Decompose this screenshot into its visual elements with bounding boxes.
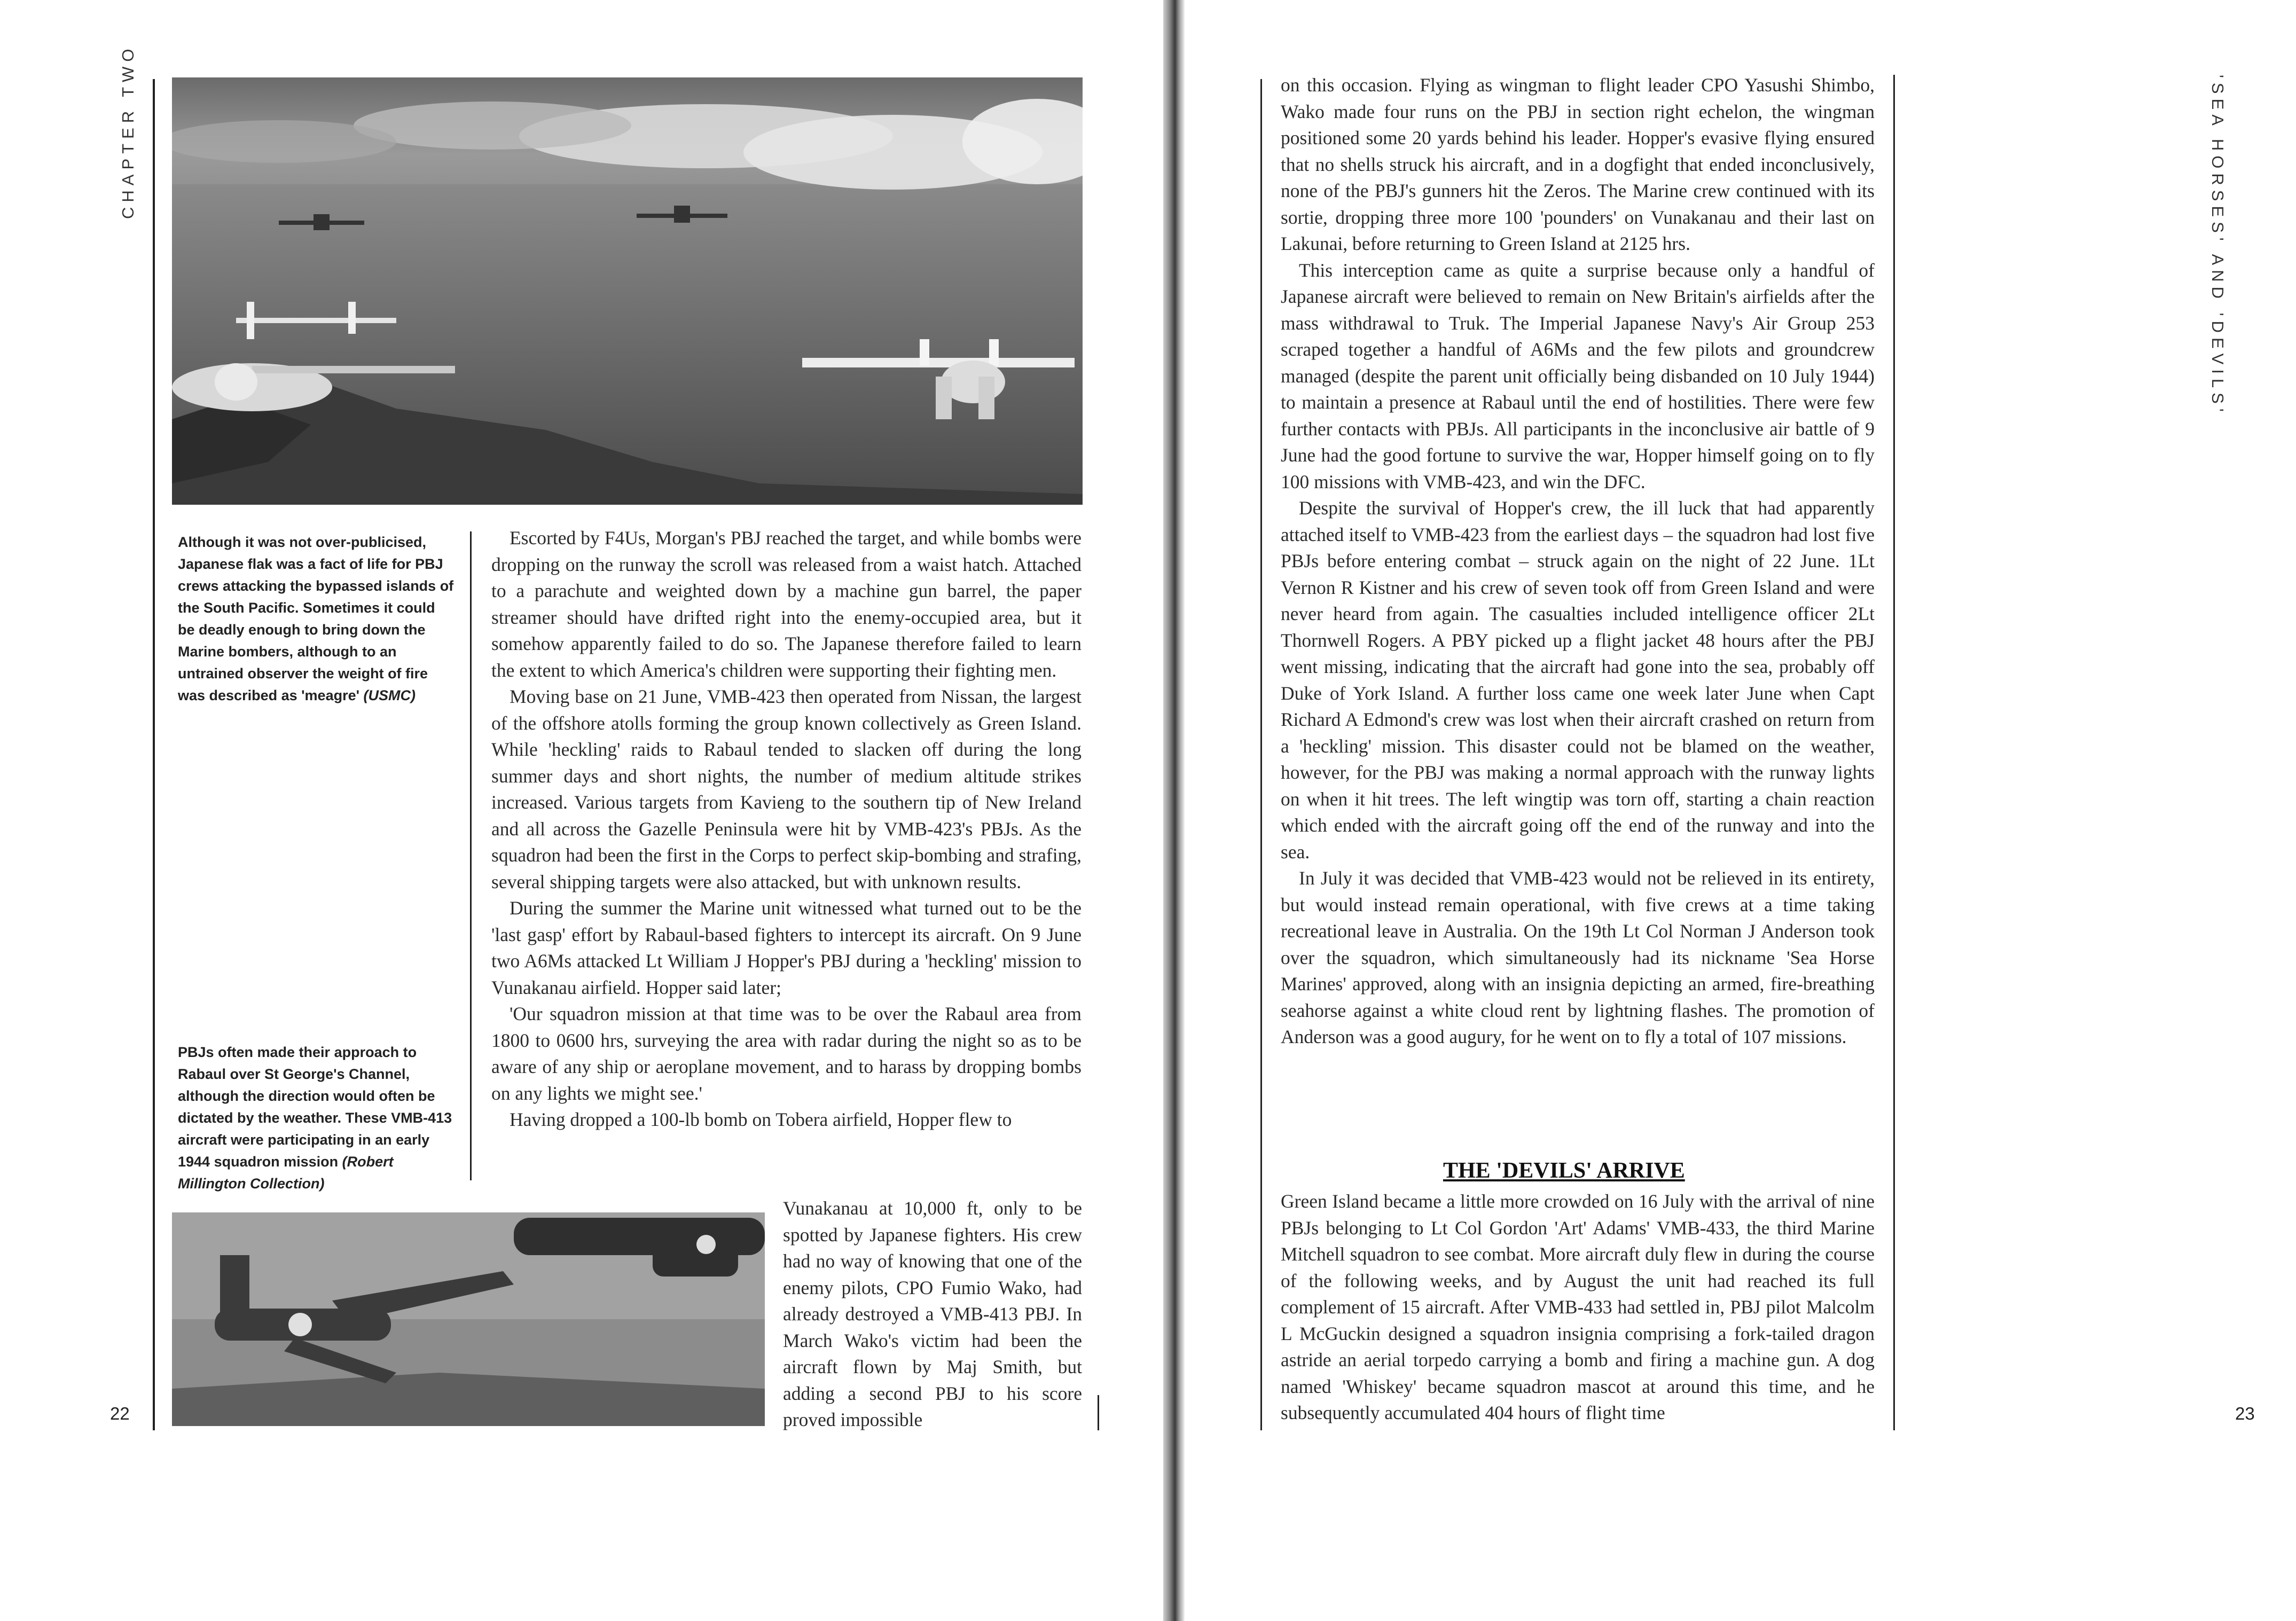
book-gutter <box>1163 0 1185 1621</box>
right-paragraph: Despite the survival of Hopper's crew, the ill luck that had apparently attached itself to VMB-423 from the earliest days – the squadron had lost five PBJs before entering combat – struck again on the night of 22 June. 1Lt Vernon R Kistner and his crew of seven took off from Green Island and were never heard from again. The casualties included intelligence officer 2Lt Thornwell Rogers. A PBY picked up a flight jacket 48 hours after the PBJ went missing, indicating that the aircraft had gone into the sea, probably off Duke of York Island. A further loss came one week later June when Capt Richard A Edmond's crew was lost when their aircraft crashed on return from a 'heckling' mission. This disaster could not be blamed on the weather, however, for the PBJ was making a normal approach with the runway lights on when it hit trees. The left wingtip was torn off, starting a chain reaction which ended with the aircraft going off the end of the runway and into the sea. <box>1281 497 1875 863</box>
left-body-column <box>491 525 1082 1133</box>
left-margin-rule <box>153 79 155 1430</box>
photo-bombers-formation <box>172 77 1083 505</box>
caption-bottom <box>178 1041 456 1195</box>
left-paragraph: Having dropped a 100-lb bomb on Tobera airfield, Hopper flew to <box>510 1109 1012 1130</box>
right-paragraph: In July it was decided that VMB-423 would not be relieved in its entirety, but would instead remain operational, with five crews at a time taking recreational leave in Australia. On the 19th Lt Col Norman J Anderson took over the squadron, which simultaneously had its nickname 'Sea Horse Marines' approved, along with an insignia depicting an armed, fire-breathing seahorse against a white cloud rent by lightning flashes. The promotion of Anderson was a good augury, for he went on to fly a total of 107 missions. <box>1281 867 1875 1047</box>
left-paragraph: Moving base on 21 June, VMB-423 then operated from Nissan, the largest of the offshore atolls forming the group known collectively as Green Island. While 'heckling' raids to Rabaul tended to slacken off during the long summer days and short nights, the number of medium altitude strikes increased. Various targets from Kavieng to the southern tip of New Ireland and all across the Gazelle Peninsula were hit by VMB-423's PBJs. As the squadron had been the first in the Corps to perfect skip-bombing and strafing, several shipping targets were also attacked, but with unknown results. <box>491 686 1082 892</box>
left-paragraph: 'Our squadron mission at that time was to be over the Rabaul area from 1800 to 0600 hrs, surveying the area with radar during the night so as to be aware of any ship or aeroplane movement, and to harass by dropping bombs on any lights we might see.' <box>491 1003 1082 1104</box>
caption-top-text: Although it was not over-publicised, Japanese flak was a fact of life for PBJ crews attacking the bypassed islands of the South Pacific. Sometimes it could be deadly enough to bring down the Marine bombers, although to an untrained observer the weight of fire was described as 'meagre' <box>178 534 454 703</box>
right-body-column-a <box>1281 72 1875 1051</box>
right-inner-rule <box>1260 79 1262 1430</box>
right-paragraph: on this occasion. Flying as wingman to flight leader CPO Yasushi Shimbo, Wako made four runs on the PBJ in section right echelon, the wingman positioned some 20 yards behind his leader. Hopper's evasive flying ensured that no shells struck his aircraft, and in a dogfight that ended inconclusively, none of the PBJ's gunners hit the Zeros. The Marine crew continued with its sortie, dropping three more 100 'pounders' on Vunakanau and their last on Lakunai, before returning to Green Island at 2125 hrs. <box>1281 74 1875 254</box>
left-narrow-paragraph: Vunakanau at 10,000 ft, only to be spotted by Japanese fighters. His crew had no way of knowing that one of the enemy pilots, CPO Fumio Wako, had already destroyed a VMB-413 PBJ. In March Wako's victim had been the aircraft flown by Maj Smith, but adding a second PBJ to his score proved impossible <box>783 1197 1082 1430</box>
running-head-left: CHAPTER TWO <box>119 44 137 219</box>
caption-column-rule <box>470 531 472 1180</box>
page-number-left: 22 <box>110 1404 130 1423</box>
section-heading: THE 'DEVILS' ARRIVE <box>1443 1158 1685 1183</box>
caption-bottom-credit: (Robert Millington Collection) <box>178 1154 394 1192</box>
right-body-column-b <box>1281 1188 1875 1427</box>
left-paragraph: Escorted by F4Us, Morgan's PBJ reached the target, and while bombs were dropping on the runway the scroll was released from a waist hatch. Attached to a parachute and weighted down by a machine gun barrel, the paper streamer should have drifted right into the enemy-occupied area, but it somehow apparently failed to do so. The Japanese therefore failed to learn the extent to which America's children were supporting their fighting men. <box>491 527 1082 681</box>
right-paragraph: This interception came as quite a surprise because only a handful of Japanese aircraft were believed to remain on New Britain's airfields after the mass withdrawal to Truk. The Imperial Japanese Navy's Air Group 253 scraped together a handful of A6Ms and the few pilots and groundcrew managed (despite the parent unit officially being disbanded on 10 July 1944) to maintain a presence at Rabaul until the end of hostilities. There were few further contacts with PBJs. All participants in the inconclusive air battle of 9 June had the good fortune to survive the war, Hopper himself going on to fly 100 missions with VMB-423, and win the DFC. <box>1281 259 1875 492</box>
left-outer-rule <box>1098 1395 1099 1430</box>
caption-bottom-text: PBJs often made their approach to Rabaul over St George's Channel, although the direction would often be dictated by the weather. These VMB-413 aircraft were participating in an early 1944 squadron mission <box>178 1044 452 1170</box>
left-narrow-column <box>783 1195 1082 1434</box>
right-outer-rule <box>1893 75 1895 1430</box>
page-number-right: 23 <box>2235 1404 2255 1423</box>
running-head-right: 'SEA HORSES' AND 'DEVILS' <box>2208 75 2227 417</box>
caption-top-credit: (USMC) <box>363 687 416 703</box>
photo-vmb413-aircraft <box>172 1212 765 1426</box>
caption-top <box>178 531 456 707</box>
right-paragraph: Green Island became a little more crowded on 16 July with the arrival of nine PBJs belonging to Lt Col Gordon 'Art' Adams' VMB-433, the third Marine Mitchell squadron to see combat. More aircraft duly flew in during the course of the following weeks, and by August the unit had reached its full complement of 15 aircraft. After VMB-433 had settled in, PBJ pilot Malcolm L McGuckin designed a squadron insignia comprising a fork-tailed dragon astride an aerial torpedo carrying a bomb and firing a machine gun. A dog named 'Whiskey' became squadron mascot at around this time, and he subsequently accumulated 404 hours of flight time <box>1281 1191 1875 1423</box>
left-paragraph: During the summer the Marine unit witnessed what turned out to be the 'last gasp' effort by Rabaul-based fighters to intercept its aircraft. On 9 June two A6Ms attacked Lt William J Hopper's PBJ during a 'heckling' mission to Vunakanau airfield. Hopper said later; <box>491 897 1082 998</box>
